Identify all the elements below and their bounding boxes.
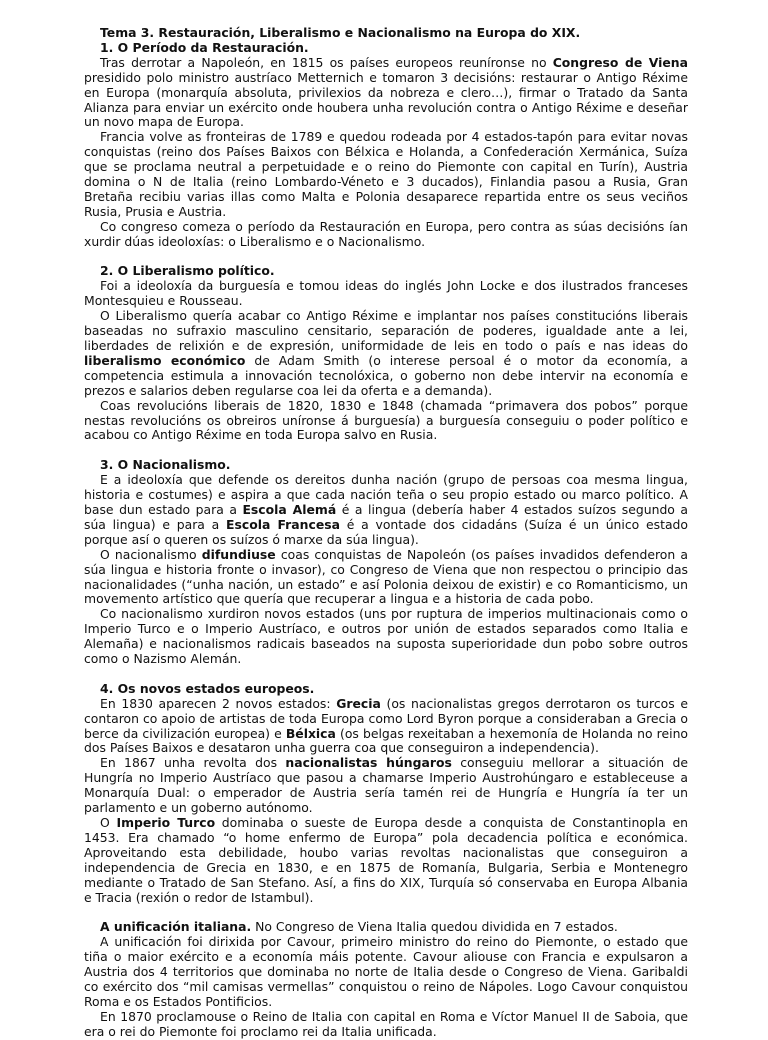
paragraph: Co congreso comeza o período da Restauración en Europa, pero contra as súas decisións ían xurdir dúas ideoloxías: o Liberalismo e o Nacionalismo.	[84, 218, 688, 249]
paragraph-unificacion-italiana: A unificación italiana. No Congreso de Viena Italia quedou dividida en 7 estados.	[100, 919, 618, 935]
section-heading-liberalismo: 2. O Liberalismo político.	[100, 263, 275, 279]
paragraph: Tras derrotar a Napoleón, en 1815 os países europeos reuníronse no Congreso de Viena presidido polo ministro austríaco Metternich e tomaron 3 decisións: restaurar o Antigo Réxime en Europa (monarquía absoluta, privilexios da nobreza e clero…), firmar o Tratado da Santa Alianza para enviar un exército onde houbera unha revolución contra o Antigo Réxime e deseñar un novo mapa de Europa.	[84, 54, 688, 130]
paragraph: En 1867 unha revolta dos nacionalistas húngaros conseguiu mellorar a situación de Hungría no Imperio Austríaco que pasou a chamarse Imperio Austrohúngaro e estableceuse a Monarquía Dual: o emperador de Austria sería tamén rei de Hungría e Hungría ía ter un parlamento e un goberno autónomo.	[84, 755, 688, 816]
paragraph: En 1830 aparecen 2 novos estados: Grecia (os nacionalistas gregos derrotaron os turcos e contaron co apoio de artistas de toda Europa como Lord Byron porque a consideraban a Grecia o berce da civilización europea) e Bélxica (os belgas rexeitaban a hexemonía de Holanda no reino dos Países Baixos e desataron unha guerra coa que conseguiron a independencia).	[84, 695, 688, 756]
spacer	[84, 667, 688, 682]
paragraph: Co nacionalismo xurdiron novos estados (uns por ruptura de imperios multinacionais como o Imperio Turco e o Imperio Austríaco, e outros por unión de estados separados como Italia e Alemaña) e nacionalismos radicais baseados na suposta superioridade dun pobo sobre outros como o Nazismo Alemán.	[84, 606, 688, 667]
paragraph: E a ideoloxía que defende os dereitos dunha nación (grupo de persoas coa mesma lingua, historia e costumes) e aspira a que cada nación teña o seu propio estado ou marco político. A base dun estado para a Escola Alemá é a lingua (debería haber 4 estados suízos segundo a súa lingua) e para a Escola Francesa é a vontade dos cidadáns (Suíza é un único estado porque así o queren os suízos ó marxe da súa lingua).	[84, 472, 689, 547]
paragraph: Coas revolucións liberais de 1820, 1830 e 1848 (chamada “primavera dos pobos” porque nestas revolucións os obreiros uníronse á burguesía) a burguesía conseguiu o poder político e acabou co Antigo Réxime en toda Europa salvo en Rusia.	[84, 397, 688, 443]
paragraph: En 1870 proclamouse o Reino de Italia con capital en Roma e Víctor Manuel II de Saboia, que era o rei do Piemonte foi proclamo rei da Italia unificada.	[84, 1008, 688, 1039]
paragraph: O Liberalismo quería acabar co Antigo Réxime e implantar nos países constitucións liberais baseadas no sufraxio masculino censitario, separación de poderes, igualdade ante a lei, liberdades de relixión e de expresión, uniformidade de leis en todo o país e nas ideas do liberalismo económico de Adam Smith (o interese persoal é o motor da economía, a competencia estimula a innovación tecnolóxica, o goberno non debe intervir na economía e prezos e salarios deben regularse coa lei da oferta e a demanda).	[84, 308, 688, 398]
section-heading-novos-estados: 4. Os novos estados europeos.	[100, 680, 315, 696]
paragraph: Foi a ideoloxía da burguesía e tomou ideas do inglés John Locke e dos ilustrados franceses Montesquieu e Rousseau.	[84, 278, 688, 309]
paragraph: O Imperio Turco dominaba o sueste de Europa desde a conquista de Constantinopla en 1453. Era chamado “o home enfermo de Europa” pola decadencia política e económica. Aproveitando esta debilidade, houbo varias revoltas nacionalistas que conseguiron a independencia de Grecia en 1830, e en 1875 de Romanía, Bulgaria, Serbia e Montenegro mediante o Tratado de San Stefano. Así, a fins do XIX, Turquía só conservaba en Europa Albania e Tracia (rexión o redor de Istambul).	[84, 814, 688, 905]
section-heading-restauracion: 1. O Período da Restauración.	[100, 39, 309, 55]
spacer	[84, 250, 688, 265]
document-title: Tema 3. Restauración, Liberalismo e Nacionalismo na Europa do XIX.	[100, 25, 581, 40]
paragraph: O nacionalismo difundiuse coas conquistas de Napoleón (os países invadidos defenderon a súa lingua e historia fronte o invasor), co Congreso de Viena que non respectou o principio das nacionalidades (“unha nación, un estado” e así Polonia deixou de existir) e co Romanticismo, un movemento artístico que quería que recuperar a lingua e a historia de cada pobo.	[84, 546, 688, 607]
spacer	[84, 443, 688, 458]
spacer	[84, 905, 688, 920]
section-heading-nacionalismo: 3. O Nacionalismo.	[100, 457, 231, 473]
paragraph: Francia volve as fronteiras de 1789 e quedou rodeada por 4 estados-tapón para evitar novas conquistas (reino dos Países Baixos con Bélxica e Holanda, a Confederación Xermánica, Suíza que se proclama neutral a perpetuidade e o reino do Piemonte con capital en Turín), Austria domina o N de Italia (reino Lombardo-Véneto e 3 ducados), Finlandia pasou a Rusia, Gran Bretaña recibiu varias illas como Malta e Polonia desaparece repartida entre os seus veciños Rusia, Prusia e Austria.	[84, 129, 688, 219]
paragraph: A unificación foi dirixida por Cavour, primeiro ministro do reino do Piemonte, o estado que tiña o maior exército e a economía máis potente. Cavour aliouse con Francia e expulsaron a Austria dos 4 territorios que dominaba no norte de Italia desde o Congreso de Viena. Garibaldi co exército dos “mil camisas vermellas” conquistou o reino de Nápoles. Logo Cavour conquistou Roma e os Estados Pontificios.	[84, 934, 688, 1009]
